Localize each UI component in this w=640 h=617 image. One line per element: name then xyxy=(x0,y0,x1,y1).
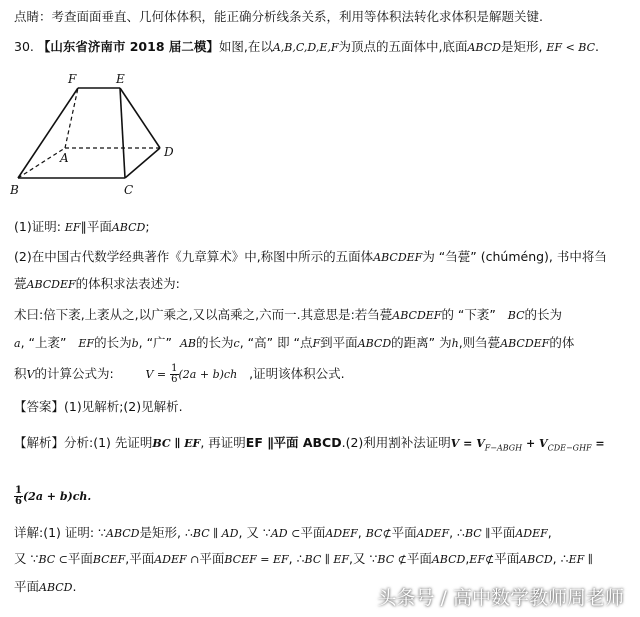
key-point-note: 点睛：考查面面垂直、几何体体积，能正确分析线条关系，利用等体积法转化求体积是解题关键. xyxy=(14,9,543,24)
vertex-list: A,B,C,D,E,F xyxy=(272,41,339,54)
answer: 【答案】(1)见解析;(2)见解析. xyxy=(14,399,183,414)
condition: EF < BC xyxy=(546,41,595,54)
vertex-label-A: A xyxy=(60,151,69,165)
part-2-line-4: a, “上袤” EF的长为b, “广” AB的长为c, “高” 即 “点F到平面ABCD的距离” 为h,则刍甍ABCDEF的体 xyxy=(14,335,575,350)
analysis-fraction: $\frac{1}{6}$ xyxy=(15,485,22,507)
vertex-label-F: F xyxy=(68,72,77,86)
analysis-line-1: 【解析】分析:(1) 先证明BC ∥ EF, 再证明EF ∥平面 ABCD.(2)利用割补法证明$V = V_{F-ABGH} + V_{CDE-GHF}$ = xyxy=(14,435,605,453)
problem-number: 30. xyxy=(14,39,34,54)
vertex-label-D: D xyxy=(164,145,174,159)
solution-line-2: 又 ∵BC ⊂平面BCEF,平面ADEF ∩平面BCEF = EF, ∴BC ∥ EF,又 ∵BC ⊄平面ABCD,EF⊄平面ABCD, ∴EF ∥ xyxy=(14,551,593,566)
volume-formula: V = $\frac{1}{6}$ (2a + b)ch xyxy=(145,363,238,385)
analysis-line-2: $\frac{1}{6}$ (2a + b)ch. xyxy=(15,485,92,507)
vertex-label-E: E xyxy=(116,72,125,86)
vertex-label-B: B xyxy=(10,183,19,197)
solution-line-1: 详解:(1) 证明: ∵ABCD是矩形, ∴BC ∥ AD, 又 ∵AD ⊂平面ADEF, BC⊄平面ADEF, ∴BC ∥平面ADEF, xyxy=(14,525,552,540)
part-2-line-1: (2)在中国古代数学经典著作《九章算术》中,称图中所示的五面体ABCDEF为 “刍甍” (chúméng), 书中将刍 xyxy=(14,249,607,264)
part-2-line-3: 术曰:倍下袤,上袤从之,以广乘之,又以高乘之,六而一.其意思是:若刍甍ABCDEF的 “下袤” BC的长为 xyxy=(14,307,563,322)
vertex-label-C: C xyxy=(124,183,134,197)
pentahedron-figure xyxy=(10,70,190,200)
fraction-one-sixth: $\frac{1}{6}$ xyxy=(171,363,178,385)
part-2-line-5: 积V的计算公式为: V = $\frac{1}{6}$ (2a + b)ch ,证明该体积公式. xyxy=(14,363,345,385)
author-watermark: 头条号 / 高中数学教师周老师 xyxy=(377,587,624,609)
part-2-line-2: 甍ABCDEF的体积求法表述为: xyxy=(14,276,180,291)
problem-stem: 30. 【山东省济南市 2018 届二模】如图,在以A,B,C,D,E,F为顶点的五面体中,底面ABCD是矩形, EF < BC. xyxy=(14,39,599,54)
problem-source: 【山东省济南市 2018 届二模】 xyxy=(37,39,219,54)
solution-line-3: 平面ABCD. xyxy=(14,579,77,594)
part-1: (1)证明: EF∥平面ABCD; xyxy=(14,219,150,234)
